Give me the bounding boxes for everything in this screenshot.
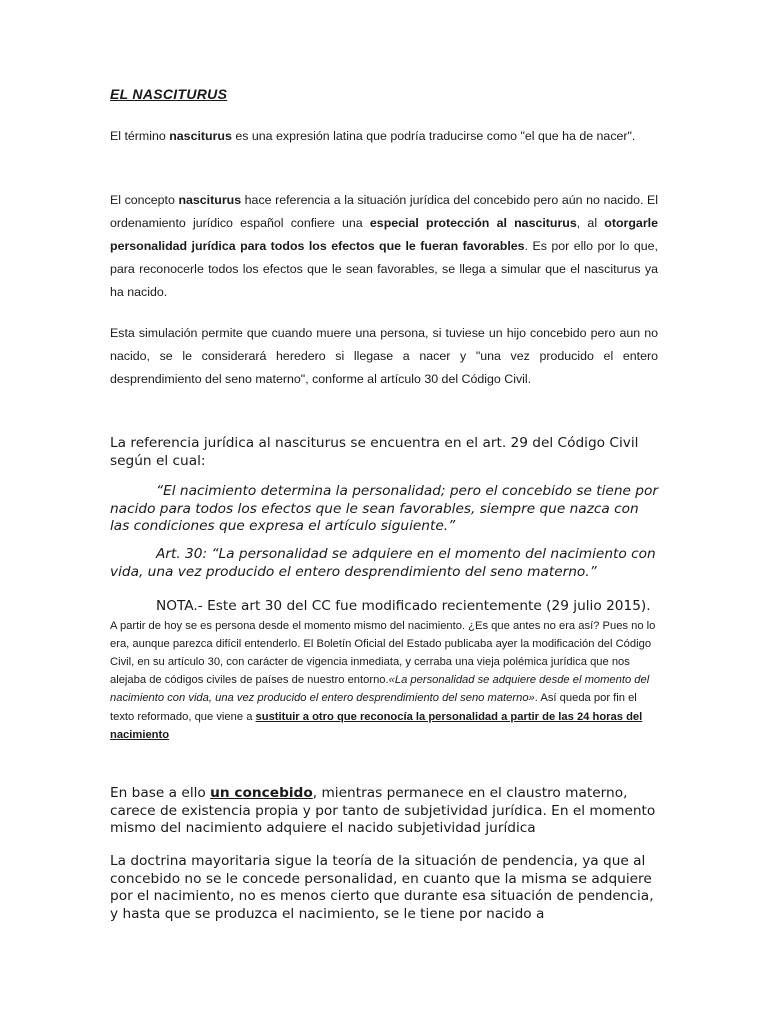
quote-text: “El nacimiento determina la personalidad; pero el concebido se tiene por nacido para todos los efectos que le sean favorables, siempre que nazca con las condiciones que expresa el artículo siguiente.” [110, 483, 658, 534]
paragraph-reference: La referencia jurídica al nasciturus se encuentra en el art. 29 del Código Civil según el cual: [110, 435, 639, 469]
bold-phrase: especial protección al nasciturus [369, 216, 577, 230]
text-run: hace referencia a la situación jurídica del concebido pero aún no nacido. El ordenamiento jurídico español confiere una [110, 193, 658, 230]
text-run: El concepto [110, 193, 179, 207]
quote-article-29 [110, 483, 658, 536]
paragraph-doctrina: La doctrina mayoritaria sigue la teoría de la situación de pendencia, ya que al concebido no se le concede personalidad, en cuanto que la misma se adquiere por el nacimiento, no es menos cierto que durante esa situación de pendencia, y hasta que se produzca el nacimiento, se le tiene por nacido a [110, 853, 654, 922]
text-run: En base a ello [110, 785, 211, 801]
note-body: . Así queda por fin el texto reformado, que viene a [110, 692, 637, 723]
bold-underlined-term: un concebido [210, 785, 313, 801]
text-run: . Es por ello por lo que, para reconocerle todos los efectos que le sean favorables, se llega a simular que el nasciturus ya ha nacido. [110, 239, 658, 299]
paragraph-concept [110, 189, 658, 304]
note-quote: «La personalidad se adquiere desde el momento del nacimiento con vida, una vez producido el entero desprendimiento del seno materno» [110, 674, 650, 705]
paragraph-simulation: Esta simulación permite que cuando muere una persona, si tuviese un hijo concebido pero aun no nacido, se le considerará heredero si llegase a nacer y "una vez producido el entero desprendimiento del seno materno", conforme al artículo 30 del Código Civil. [110, 326, 658, 386]
text-run: , al [576, 216, 605, 230]
quote-article-30 [110, 546, 658, 581]
bold-term: nasciturus [178, 193, 242, 207]
paragraph-concebido [110, 785, 658, 838]
paragraph-definition [110, 125, 658, 148]
note-paragraph [110, 597, 658, 743]
text-run: El término [110, 129, 170, 143]
text-run: , mientras permanece en el claustro materno, carece de existencia propia y por tanto de subjetividad jurídica. En el momento mismo del nacimiento adquiere el nacido subjetividad jurídica [110, 785, 656, 836]
note-heading: NOTA.- Este art 30 del CC fue modificado recientemente (29 julio 2015). [156, 598, 651, 614]
bold-term: nasciturus [169, 129, 232, 143]
quote-text: Art. 30: “La personalidad se adquiere en el momento del nacimiento con vida, una vez producido el entero desprendimiento del seno materno.” [110, 546, 656, 580]
note-body: A partir de hoy se es persona desde el momento mismo del nacimiento. ¿Es que antes no era así? Pues no lo era, aunque parezca difícil entenderlo. El Boletín Oficial del Estado publicaba ayer la modificación del Código Civil, en su artículo 30, con carácter de vigencia inmediata, y cerraba una vieja polémica jurídica que nos alejaba de códigos civiles de países de nuestro entorno. [110, 619, 656, 687]
bold-phrase: otorgarle personalidad jurídica para todos los efectos que le fueran favorables [110, 216, 658, 253]
page-title: EL NASCITURUS [110, 86, 228, 102]
note-emphasis: sustituir a otro que reconocía la personalidad a partir de las 24 horas del nacimiento [110, 710, 643, 741]
text-run: es una expresión latina que podría traducirse como "el que ha de nacer". [231, 129, 636, 143]
